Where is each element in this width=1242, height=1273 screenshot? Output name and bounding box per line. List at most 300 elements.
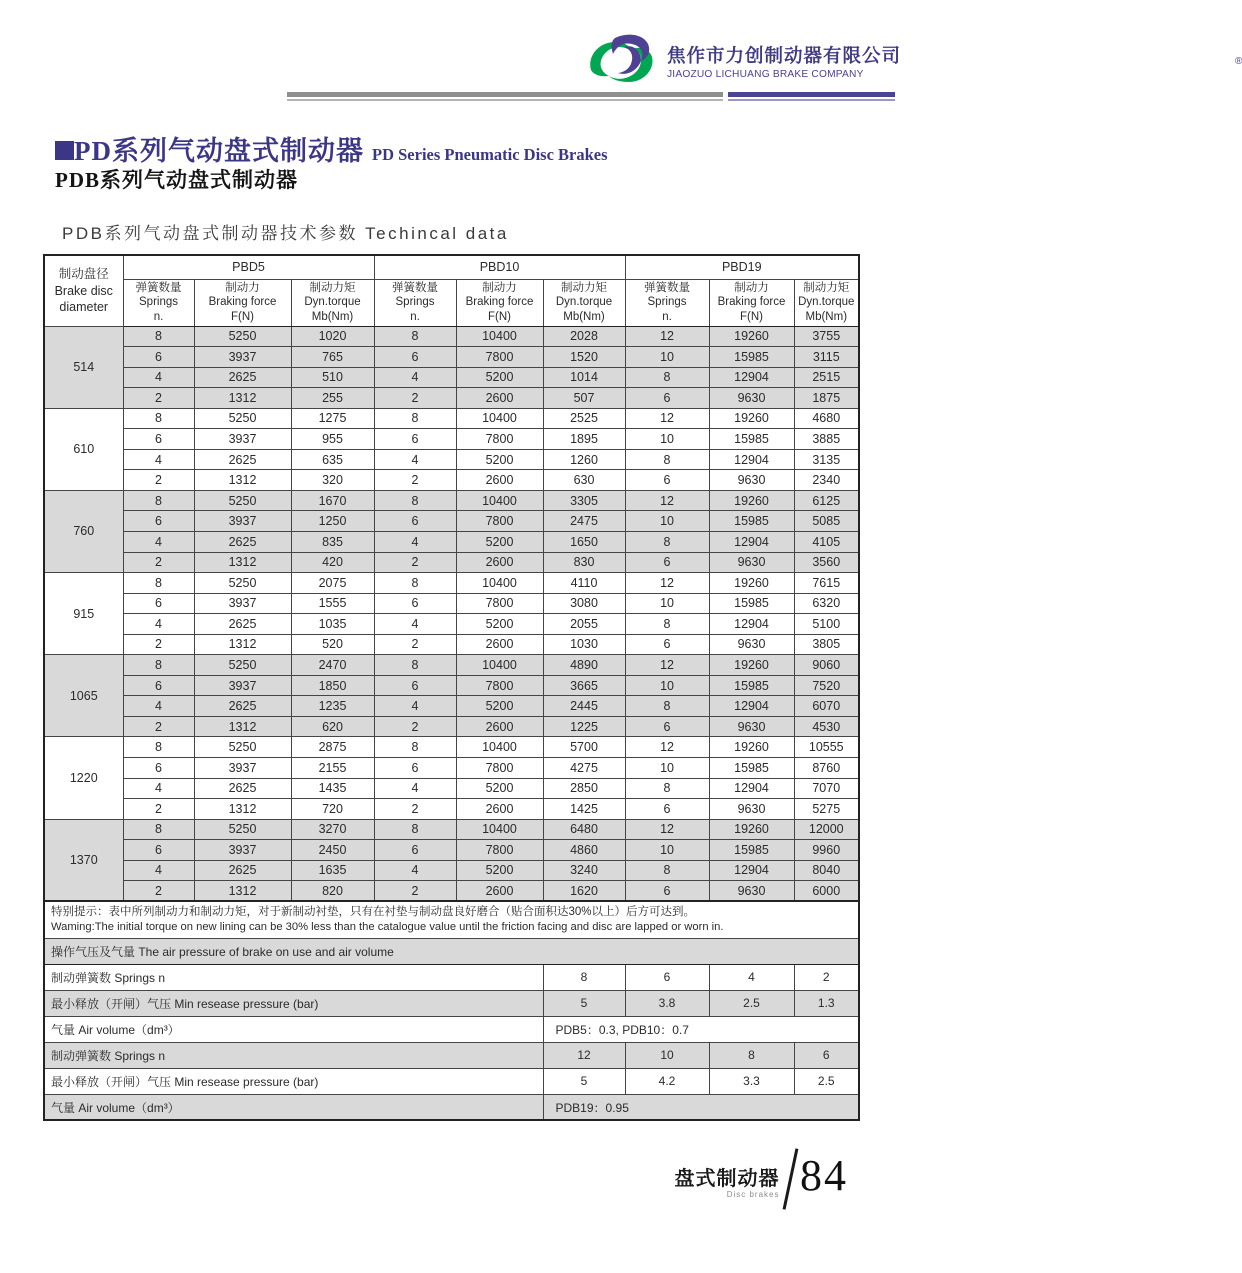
cell: 3560: [794, 552, 859, 573]
series-title-cn: PD系列气动盘式制动器: [74, 136, 364, 166]
cell: 1425: [543, 799, 625, 820]
cell: 19260: [709, 490, 794, 511]
col-header-braking-force: 制动力 Braking force F(N): [456, 279, 543, 326]
cell: 8: [625, 860, 709, 881]
min-release-pressure-row: [44, 1068, 859, 1094]
cell: 12: [625, 326, 709, 347]
cell: 2.5: [794, 1068, 859, 1094]
table-row: [44, 429, 859, 450]
cell: 10555: [794, 737, 859, 758]
cell: 2450: [291, 840, 374, 861]
cell: 3937: [194, 757, 291, 778]
cell: 2: [374, 634, 456, 655]
cell: 12: [625, 490, 709, 511]
cell: 9630: [709, 799, 794, 820]
cell: 5250: [194, 655, 291, 676]
header-divider: [0, 92, 900, 104]
cell: 1895: [543, 429, 625, 450]
cell: 12904: [709, 531, 794, 552]
cell: 6: [374, 593, 456, 614]
cell: 10400: [456, 490, 543, 511]
springs-count-row: [44, 1042, 859, 1068]
cell: 4: [123, 531, 194, 552]
cell: 3.3: [709, 1068, 794, 1094]
cell: 8760: [794, 757, 859, 778]
cell: 4: [374, 531, 456, 552]
cell: 8: [123, 326, 194, 347]
table-row: [44, 388, 859, 409]
cell: 1035: [291, 614, 374, 635]
table-row: [44, 614, 859, 635]
cell: 3937: [194, 429, 291, 450]
cell: 7800: [456, 840, 543, 861]
cell: 4890: [543, 655, 625, 676]
cell: 3305: [543, 490, 625, 511]
cell: 2625: [194, 367, 291, 388]
col-header-braking-force: 制动力 Braking force F(N): [194, 279, 291, 326]
cell: 2075: [291, 573, 374, 594]
cell: 8: [374, 819, 456, 840]
subseries-title-cn: PDB系列气动盘式制动器: [55, 168, 298, 192]
cell: 12: [625, 737, 709, 758]
table-row: [44, 449, 859, 470]
cell: 19260: [709, 408, 794, 429]
cell: 6: [625, 964, 709, 990]
cell: 10400: [456, 819, 543, 840]
cell: 12: [625, 573, 709, 594]
cell: 7800: [456, 347, 543, 368]
diameter-column-header: 制动盘径 Brake disc diameter: [44, 255, 123, 326]
cell: 2: [374, 470, 456, 491]
cell: 2850: [543, 778, 625, 799]
warning-note-en: Waming:The initial torque on new lining can be 30% less than the catalogue value until the friction facing and disc are lapped or worn in.: [51, 921, 724, 934]
model-header-pbd5: PBD5: [123, 255, 374, 279]
cell: 4: [374, 860, 456, 881]
cell: 19260: [709, 819, 794, 840]
cell: 8: [123, 490, 194, 511]
cell: 6: [625, 470, 709, 491]
cell: 7800: [456, 429, 543, 450]
table-row: [44, 819, 859, 840]
brake-disc-diameter: 514: [44, 326, 123, 408]
cell: 8: [374, 573, 456, 594]
cell: 320: [291, 470, 374, 491]
registered-trademark-icon: ®: [1235, 56, 1242, 67]
cell: 6: [374, 757, 456, 778]
cell: 6: [123, 511, 194, 532]
section-title: [55, 129, 608, 168]
cell: 6: [625, 552, 709, 573]
cell: 6: [123, 347, 194, 368]
cell: 2625: [194, 449, 291, 470]
cell: 2625: [194, 696, 291, 717]
cell: 12000: [794, 819, 859, 840]
table-row: [44, 552, 859, 573]
cell: 1312: [194, 388, 291, 409]
page-footer: [675, 1148, 849, 1210]
row-label: 最小释放（开闸）气压 Min resease pressure (bar): [44, 990, 543, 1016]
cell: 7520: [794, 675, 859, 696]
cell: 7800: [456, 593, 543, 614]
table-row: [44, 326, 859, 347]
cell: 4530: [794, 716, 859, 737]
cell: 4275: [543, 757, 625, 778]
cell: 1650: [543, 531, 625, 552]
row-label: 制动弹簧数 Springs n: [44, 1042, 543, 1068]
cell: 19260: [709, 655, 794, 676]
cell: 5250: [194, 573, 291, 594]
cell: 2475: [543, 511, 625, 532]
cell: 8: [543, 964, 625, 990]
cell: 6: [123, 675, 194, 696]
cell: 6: [374, 840, 456, 861]
cell: 12904: [709, 696, 794, 717]
cell: 9630: [709, 881, 794, 902]
cell: 6: [374, 511, 456, 532]
cell: 2515: [794, 367, 859, 388]
cell: 3135: [794, 449, 859, 470]
technical-data-table: [43, 254, 860, 1121]
cell: 6: [123, 593, 194, 614]
cell: 15985: [709, 511, 794, 532]
cell: 9630: [709, 716, 794, 737]
cell: 4: [709, 964, 794, 990]
cell: 1.3: [794, 990, 859, 1016]
cell: 15985: [709, 675, 794, 696]
cell: 5200: [456, 778, 543, 799]
cell: 10: [625, 757, 709, 778]
cell: 10: [625, 675, 709, 696]
cell: 2: [374, 388, 456, 409]
cell: 8: [123, 655, 194, 676]
cell: 12904: [709, 367, 794, 388]
cell: 5200: [456, 449, 543, 470]
cell: 2600: [456, 552, 543, 573]
cell: 10400: [456, 655, 543, 676]
cell: 5250: [194, 408, 291, 429]
cell: 2625: [194, 778, 291, 799]
cell: 10400: [456, 326, 543, 347]
cell: 8: [374, 408, 456, 429]
cell: 8: [625, 614, 709, 635]
cell: 10400: [456, 737, 543, 758]
cell: 2155: [291, 757, 374, 778]
cell: 2875: [291, 737, 374, 758]
cell: 2: [123, 388, 194, 409]
cell: 1312: [194, 634, 291, 655]
model-header-row: [44, 255, 859, 279]
cell: 3937: [194, 675, 291, 696]
cell: 7800: [456, 757, 543, 778]
cell: 5275: [794, 799, 859, 820]
row-label: 制动弹簧数 Springs n: [44, 964, 543, 990]
table-row: [44, 675, 859, 696]
company-name-en: JIAOZUO LICHUANG BRAKE COMPANY: [667, 69, 864, 80]
cell: 2: [374, 881, 456, 902]
cell: 12904: [709, 778, 794, 799]
brake-disc-diameter: 1065: [44, 655, 123, 737]
cell: 835: [291, 531, 374, 552]
table-row: [44, 531, 859, 552]
cell: 765: [291, 347, 374, 368]
col-header-braking-force: 制动力 Braking force F(N): [709, 279, 794, 326]
cell: 1620: [543, 881, 625, 902]
cell: 1670: [291, 490, 374, 511]
table-row: [44, 716, 859, 737]
cell: 2: [123, 634, 194, 655]
cell: 3805: [794, 634, 859, 655]
cell: 6070: [794, 696, 859, 717]
cell: 3.8: [625, 990, 709, 1016]
cell: 2625: [194, 614, 291, 635]
cell: 2470: [291, 655, 374, 676]
cell: 4: [123, 614, 194, 635]
cell: 12904: [709, 449, 794, 470]
table-row: [44, 799, 859, 820]
min-release-pressure-row: [44, 990, 859, 1016]
cell: 12: [625, 655, 709, 676]
cell: 2: [123, 470, 194, 491]
cell: 8: [625, 696, 709, 717]
cell: 2600: [456, 716, 543, 737]
col-header-springs: 弹簧数量 Springs n.: [123, 279, 194, 326]
cell: 2: [123, 716, 194, 737]
cell: 720: [291, 799, 374, 820]
table-row: [44, 860, 859, 881]
cell: 5250: [194, 819, 291, 840]
cell: 8: [625, 778, 709, 799]
sub-header-row: [44, 279, 859, 326]
cell: 2: [123, 552, 194, 573]
table-row: [44, 737, 859, 758]
cell: 4: [374, 696, 456, 717]
cell: 3885: [794, 429, 859, 450]
row-label: 气量 Air volume（dm³）: [44, 1016, 543, 1042]
cell: 5: [543, 1068, 625, 1094]
cell: 4680: [794, 408, 859, 429]
cell: 9630: [709, 388, 794, 409]
cell: 1875: [794, 388, 859, 409]
company-logo: [585, 30, 1242, 88]
cell: 5200: [456, 614, 543, 635]
cell: 6: [625, 799, 709, 820]
col-header-springs: 弹簧数量 Springs n.: [625, 279, 709, 326]
cell: 1312: [194, 799, 291, 820]
cell: 3755: [794, 326, 859, 347]
cell: 6: [123, 757, 194, 778]
col-header-springs: 弹簧数量 Springs n.: [374, 279, 456, 326]
cell: 15985: [709, 757, 794, 778]
table-title: PDB系列气动盘式制动器技术参数 Techincal data: [62, 224, 509, 243]
cell: 6: [625, 881, 709, 902]
cell: 2600: [456, 799, 543, 820]
cell: 1250: [291, 511, 374, 532]
model-header-pbd10: PBD10: [374, 255, 625, 279]
cell: 2: [123, 799, 194, 820]
cell: 4: [123, 449, 194, 470]
section-bullet-icon: [55, 141, 74, 160]
cell: 4: [123, 860, 194, 881]
cell: 820: [291, 881, 374, 902]
cell: 19260: [709, 573, 794, 594]
cell: 630: [543, 470, 625, 491]
air-volume-row: [44, 1016, 859, 1042]
brake-disc-diameter: 760: [44, 490, 123, 572]
brake-disc-diameter: 610: [44, 408, 123, 490]
cell: 8: [374, 737, 456, 758]
cell: 2625: [194, 860, 291, 881]
cell: 8: [123, 573, 194, 594]
cell: 6: [625, 634, 709, 655]
cell: 6000: [794, 881, 859, 902]
cell: 2055: [543, 614, 625, 635]
cell: 5250: [194, 737, 291, 758]
cell: 5085: [794, 511, 859, 532]
cell: 2445: [543, 696, 625, 717]
cell: 8: [123, 737, 194, 758]
cell: 15985: [709, 347, 794, 368]
cell: 5250: [194, 490, 291, 511]
cell: 10: [625, 429, 709, 450]
cell: 9630: [709, 470, 794, 491]
cell: 2028: [543, 326, 625, 347]
cell: 5200: [456, 367, 543, 388]
cell: 3937: [194, 347, 291, 368]
cell: 507: [543, 388, 625, 409]
cell: 8: [709, 1042, 794, 1068]
cell: 2600: [456, 634, 543, 655]
cell: 9630: [709, 552, 794, 573]
col-header-dyn-torque: 制动力矩 Dyn.torque Mb(Nm): [794, 279, 859, 326]
cell: 3937: [194, 593, 291, 614]
cell: 10: [625, 593, 709, 614]
cell: 10400: [456, 573, 543, 594]
cell: 620: [291, 716, 374, 737]
table-row: [44, 511, 859, 532]
cell: 7800: [456, 511, 543, 532]
cell: 2600: [456, 388, 543, 409]
cell: 8: [625, 367, 709, 388]
cell: 15985: [709, 593, 794, 614]
brake-disc-diameter: 915: [44, 573, 123, 655]
company-name-cn: 焦作市力创制动器有限公司: [667, 45, 902, 66]
footer-category-en: Disc brakes: [726, 1190, 780, 1199]
cell: 3665: [543, 675, 625, 696]
table-row: [44, 655, 859, 676]
cell: 255: [291, 388, 374, 409]
cell: 9630: [709, 634, 794, 655]
cell: 510: [291, 367, 374, 388]
table-row: [44, 840, 859, 861]
springs-count-row: [44, 964, 859, 990]
cell: 5: [543, 990, 625, 1016]
cell: 6: [123, 840, 194, 861]
cell: 12: [543, 1042, 625, 1068]
cell: 1225: [543, 716, 625, 737]
cell: 8: [374, 655, 456, 676]
cell: 2600: [456, 470, 543, 491]
table-row: [44, 367, 859, 388]
cell: 1312: [194, 552, 291, 573]
cell: 1312: [194, 881, 291, 902]
air-pressure-section-row: [44, 938, 859, 964]
footer-slash-icon: [782, 1148, 797, 1209]
cell: 1520: [543, 347, 625, 368]
cell: 8: [123, 819, 194, 840]
cell: 4: [374, 367, 456, 388]
cell: 830: [543, 552, 625, 573]
brake-disc-diameter: 1220: [44, 737, 123, 819]
cell: 3937: [194, 840, 291, 861]
cell: 7070: [794, 778, 859, 799]
cell: 1850: [291, 675, 374, 696]
cell: 8040: [794, 860, 859, 881]
cell: 2600: [456, 881, 543, 902]
cell: 1235: [291, 696, 374, 717]
cell: 12: [625, 819, 709, 840]
air-volume-row: [44, 1094, 859, 1120]
table-row: [44, 696, 859, 717]
cell: 2.5: [709, 990, 794, 1016]
row-label: 气量 Air volume（dm³）: [44, 1094, 543, 1120]
cell: 3270: [291, 819, 374, 840]
cell: 3240: [543, 860, 625, 881]
cell: 2: [374, 552, 456, 573]
cell: 6: [374, 347, 456, 368]
cell: 4.2: [625, 1068, 709, 1094]
model-header-pbd19: PBD19: [625, 255, 859, 279]
cell: 12904: [709, 860, 794, 881]
cell: 420: [291, 552, 374, 573]
cell: 12: [625, 408, 709, 429]
footer-category-cn: 盘式制动器: [674, 1168, 780, 1190]
cell: 2625: [194, 531, 291, 552]
cell: 955: [291, 429, 374, 450]
cell: 9960: [794, 840, 859, 861]
cell: 12904: [709, 614, 794, 635]
row-label: 最小释放（开闸）气压 Min resease pressure (bar): [44, 1068, 543, 1094]
table-row: [44, 593, 859, 614]
table-row: [44, 757, 859, 778]
cell: 6: [123, 429, 194, 450]
cell: 8: [625, 449, 709, 470]
cell: 6: [794, 1042, 859, 1068]
table-row: [44, 490, 859, 511]
cell: 1030: [543, 634, 625, 655]
cell: 15985: [709, 429, 794, 450]
cell: 10: [625, 347, 709, 368]
cell: 4: [374, 778, 456, 799]
page-number: 84: [800, 1151, 848, 1200]
cell: 6125: [794, 490, 859, 511]
cell: 4: [374, 449, 456, 470]
cell: 6: [374, 429, 456, 450]
col-header-dyn-torque: 制动力矩 Dyn.torque Mb(Nm): [291, 279, 374, 326]
cell: 4: [374, 614, 456, 635]
cell: 6: [374, 675, 456, 696]
cell: 520: [291, 634, 374, 655]
cell: 4: [123, 696, 194, 717]
cell: 2: [794, 964, 859, 990]
cell: 3937: [194, 511, 291, 532]
cell: 3080: [543, 593, 625, 614]
cell: 19260: [709, 326, 794, 347]
table-row: [44, 573, 859, 594]
cell: 5200: [456, 531, 543, 552]
air-volume-value: PDB5：0.3, PDB10：0.7: [543, 1016, 859, 1042]
cell: 6: [625, 716, 709, 737]
cell: 1435: [291, 778, 374, 799]
